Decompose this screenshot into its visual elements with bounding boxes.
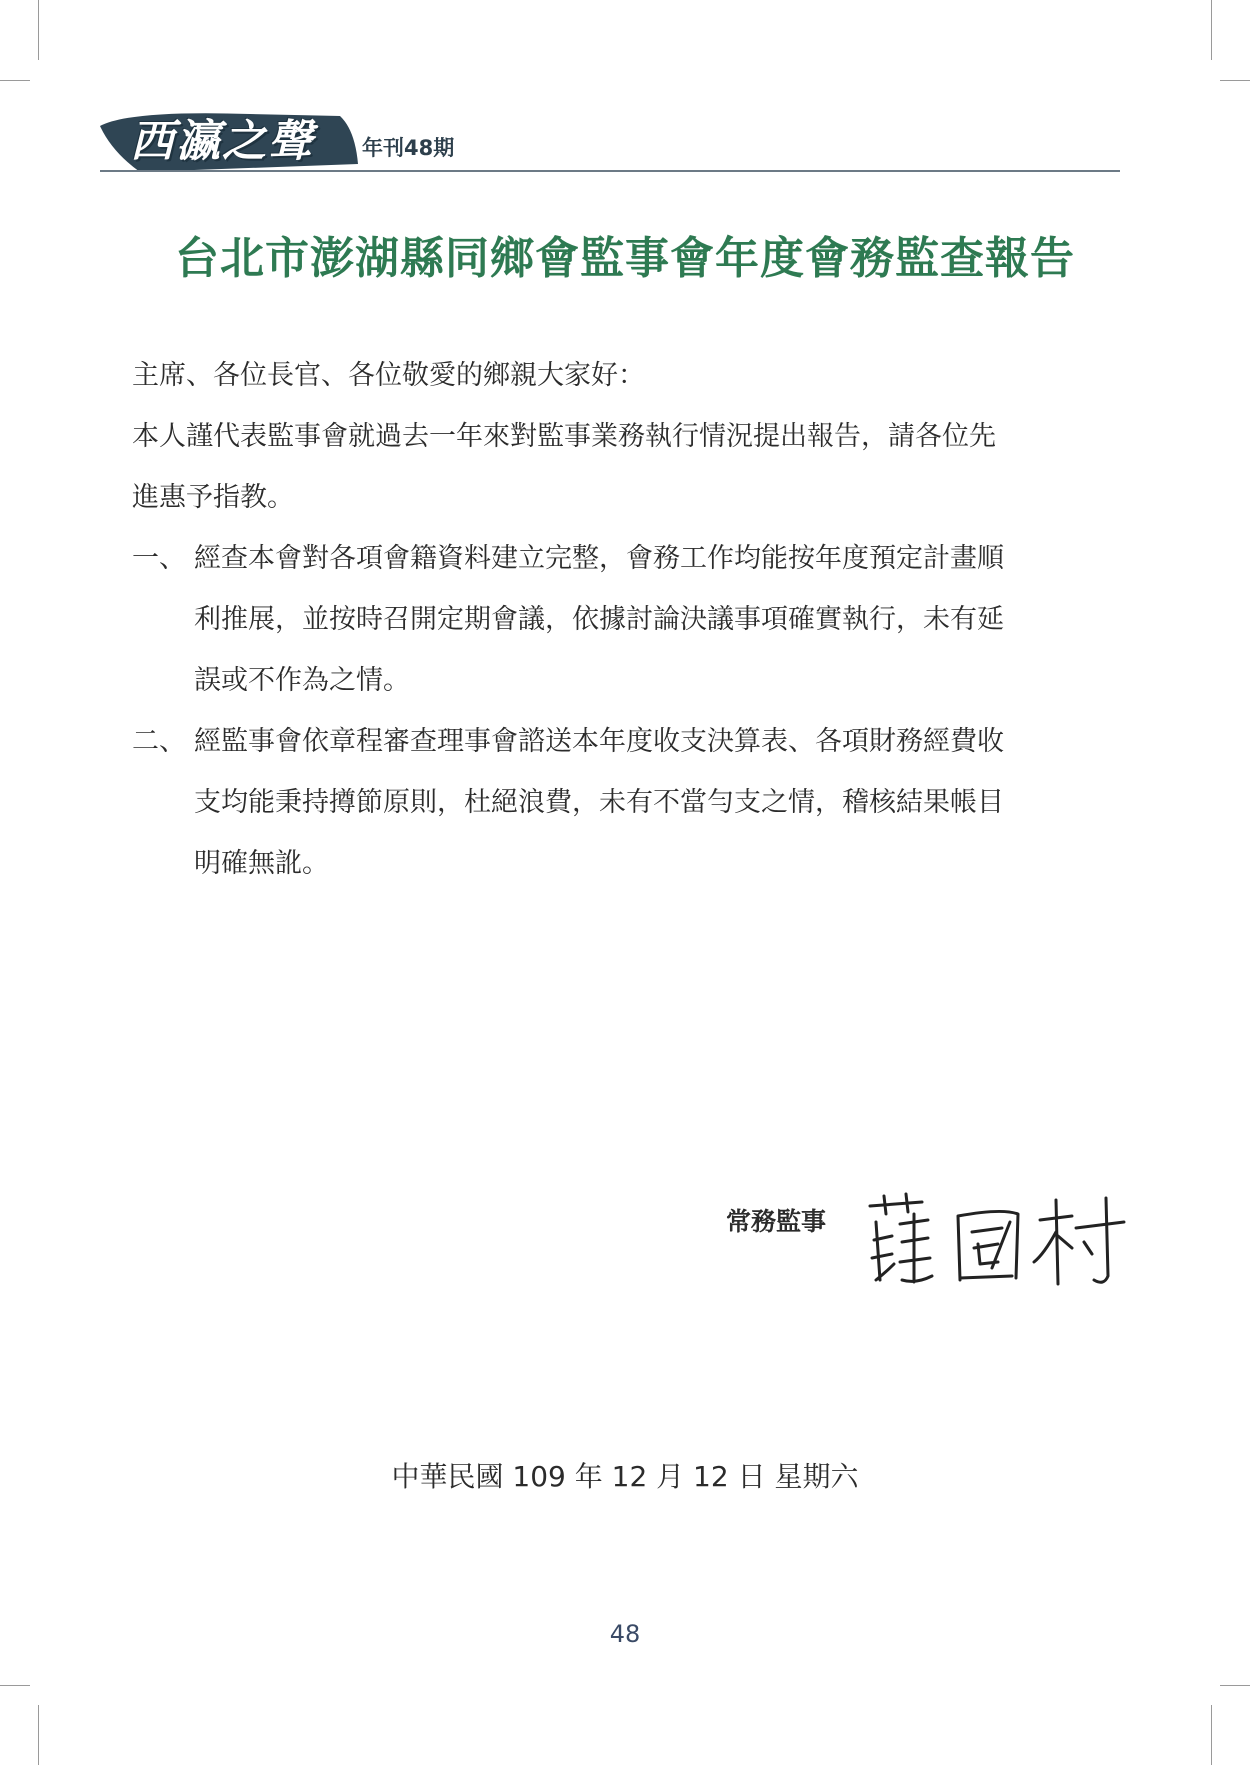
crop-mark [1211,0,1212,60]
header-rule [100,170,1120,172]
crop-mark [1220,1685,1250,1686]
item-line: 明確無訛。 [194,848,329,879]
handwritten-signature [862,1192,1132,1292]
crop-mark [0,1685,30,1686]
item-number: 一、 [132,543,186,574]
crop-mark [1211,1705,1212,1765]
item-line: 經監事會依章程審查理事會諮送本年度收支決算表、各項財務經費收 [194,726,1004,757]
report-date: 中華民國 109 年 12 月 12 日 星期六 [391,1460,859,1493]
greeting: 主席、各位長官、各位敬愛的鄉親大家好： [132,360,645,391]
report-body [132,345,1117,894]
list-item [132,528,1117,711]
issue-label: 年刊48期 [362,136,455,160]
item-line: 支均能秉持撙節原則，杜絕浪費，未有不當勻支之情，稽核結果帳目 [194,787,1004,818]
intro-line: 本人謹代表監事會就過去一年來對監事業務執行情況提出報告，請各位先 [132,421,996,452]
item-number: 二、 [132,726,186,757]
crop-mark [0,80,30,81]
list-item [132,711,1117,894]
crop-mark [38,0,39,60]
item-line: 誤或不作為之情。 [194,665,410,696]
item-line: 利推展，並按時召開定期會議，依據討論決議事項確實執行，未有延 [194,604,1004,635]
signer-title: 常務監事 [726,1207,827,1236]
intro-line: 進惠予指教。 [132,482,294,513]
item-line: 經查本會對各項會籍資料建立完整，會務工作均能按年度預定計畫順 [194,543,1004,574]
page-title: 台北市澎湖縣同鄉會監事會年度會務監查報告 [175,233,1075,284]
page-header [100,112,1120,174]
publication-logo: 西瀛之聲 [130,116,314,167]
page-number: 48 [609,1620,641,1648]
crop-mark [38,1705,39,1765]
crop-mark [1220,80,1250,81]
